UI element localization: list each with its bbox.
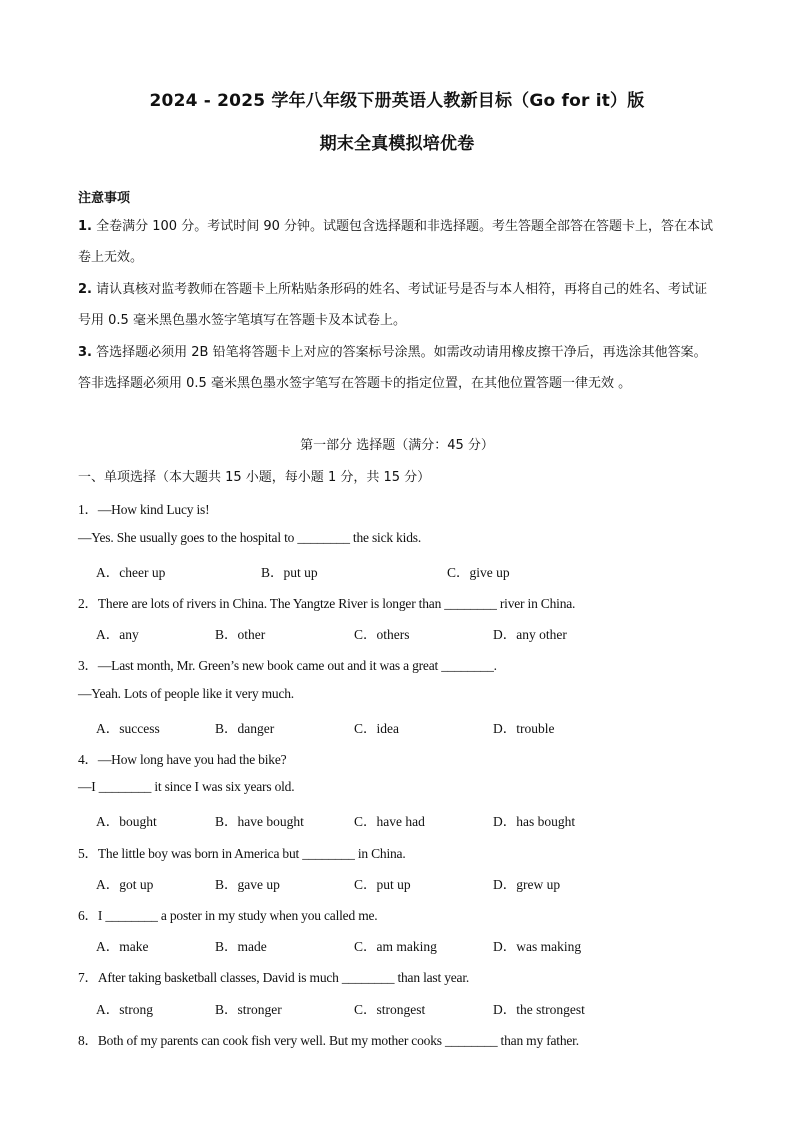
question-line: 7．After taking basketball classes, David is much ________ than last year.	[78, 970, 470, 985]
option-row	[96, 810, 716, 830]
option-c: C．put up	[354, 877, 411, 892]
note-text: 全卷满分 100 分。考试时间 90 分钟。试题包含选择题和非选择题。考生答题全部答在答题卡上，答在本试卷上无效。	[78, 219, 714, 265]
option-a: A．success	[96, 721, 160, 736]
option-a: A．cheer up	[96, 565, 166, 580]
note-item	[78, 211, 718, 273]
question-line: —Yeah. Lots of people like it very much.	[78, 686, 294, 701]
question-line: 5．The little boy was born in America but ________ in China.	[78, 846, 406, 861]
option-a: A．any	[96, 627, 139, 642]
option-b: B．other	[215, 627, 266, 642]
option-c: C．idea	[354, 721, 399, 736]
section-subtitle: 一、单项选择（本大题共 15 小题，每小题 1 分，共 15 分）	[78, 470, 431, 485]
option-c: C．strongest	[354, 1002, 426, 1017]
note-item	[78, 274, 718, 336]
option-c: C．am making	[354, 939, 437, 954]
option-b: B．have bought	[215, 814, 304, 829]
option-d: D．the strongest	[493, 1002, 585, 1017]
question-line: 8．Both of my parents can cook fish very well. But my mother cooks ________ than my father.	[78, 1033, 579, 1048]
question-line: —Yes. She usually goes to the hospital to ________ the sick kids.	[78, 530, 421, 545]
option-b: B．made	[215, 939, 267, 954]
option-b: B．put up	[261, 565, 318, 580]
option-row	[96, 623, 716, 643]
section-title: 第一部分 选择题（满分：45 分）	[300, 438, 494, 453]
question-line: —I ________ it since I was six years old.	[78, 779, 295, 794]
option-row	[96, 561, 716, 581]
note-number: 2.	[78, 282, 92, 297]
option-c: C．others	[354, 627, 410, 642]
question-line: 4．—How long have you had the bike?	[78, 752, 287, 767]
note-text: 请认真核对监考教师在答题卡上所粘贴条形码的姓名、考试证号是否与本人相符，再将自己的姓名、考试证号用 0.5 毫米黑色墨水签字笔填写在答题卡及本试卷上。	[78, 282, 708, 328]
option-b: B．gave up	[215, 877, 280, 892]
question-line: 1．—How kind Lucy is!	[78, 502, 210, 517]
option-d: D．has bought	[493, 814, 576, 829]
option-row	[96, 873, 716, 893]
option-a: A．got up	[96, 877, 154, 892]
option-b: B．stronger	[215, 1002, 282, 1017]
option-row	[96, 935, 716, 955]
option-d: D．trouble	[493, 721, 555, 736]
option-c: C．have had	[354, 814, 425, 829]
note-number: 3.	[78, 345, 92, 360]
note-number: 1.	[78, 219, 92, 234]
question-line: 6．I ________ a poster in my study when you called me.	[78, 908, 378, 923]
option-row	[96, 998, 716, 1018]
notes-heading: 注意事项	[78, 191, 131, 206]
option-a: A．bought	[96, 814, 157, 829]
option-a: A．strong	[96, 1002, 153, 1017]
option-b: B．danger	[215, 721, 275, 736]
note-text: 答选择题必须用 2B 铅笔将答题卡上对应的答案标号涂黑。如需改动请用橡皮擦干净后，再选涂其他答案。答非选择题必须用 0.5 毫米黑色墨水签字笔写在答题卡的指定位置，在其他位置答题一律无效 。	[78, 345, 707, 391]
option-c: C．give up	[447, 565, 510, 580]
option-a: A．make	[96, 939, 149, 954]
question-line: 2．There are lots of rivers in China. The Yangtze River is longer than ________ river in China.	[78, 596, 576, 611]
option-row	[96, 717, 716, 737]
option-d: D．any other	[493, 627, 567, 642]
option-d: D．was making	[493, 939, 582, 954]
exam-subtitle: 期末全真模拟培优卷	[319, 134, 475, 154]
question-line: 3．—Last month, Mr. Green’s new book came out and it was a great ________.	[78, 658, 497, 673]
option-d: D．grew up	[493, 877, 561, 892]
note-item	[78, 337, 718, 399]
exam-title: 2024 - 2025 学年八年级下册英语人教新目标（Go for it）版	[149, 91, 645, 111]
